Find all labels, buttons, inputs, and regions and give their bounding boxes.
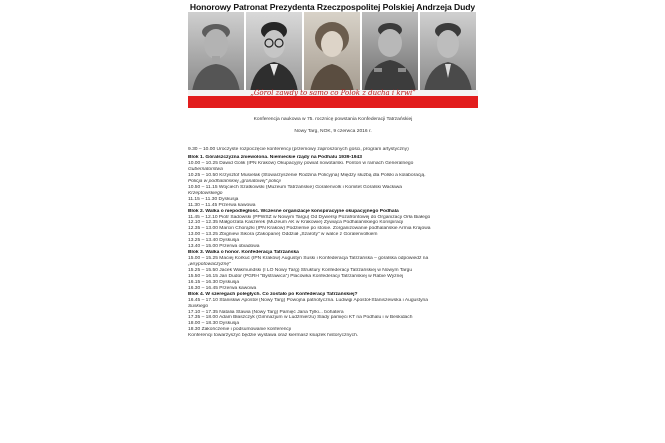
program-list	[188, 144, 478, 339]
program-block-heading: Blok 2. Walka o niepodległość. Wczesne organizacje konspiracyjne okupacyjnego Podhala	[188, 208, 399, 214]
program-line: 16.15 – 16.30 Dyskusja	[188, 279, 240, 285]
program-line: 12.35 – 13.00 Marcin Chorązki (IPN Kraków) Podziemie po stosie. Zorganizowanie podhalańskie Armia Krajowa	[188, 226, 431, 232]
program-line: 11.30 – 11.45 Przerwa kawowa	[188, 202, 256, 208]
patron-heading: Honorowy Patronat Prezydenta Rzeczpospolitej Polskiej Andrzeja Dudy	[189, 2, 476, 12]
portrait-strip	[188, 12, 478, 92]
portrait-photo-1	[188, 12, 244, 92]
program-line: 15.00 – 15.25 Maciej Korkuć (IPN Kraków) Augustyn Suski i Konfederacja Tatrzańska – góralska odpowiedź na	[188, 256, 429, 262]
program-block-heading: Blok 1. Góralszczyzna zniewolona. Niemieckie rządy na Podhalu 1939-1943	[188, 155, 362, 161]
program-line: Suskiego	[188, 303, 209, 309]
program-line: 17.35 – 18.00 Adam Błaszczyk (Gimnazjum w Ludźmierzu) Ślady pamięci KT na Podhalu i w Beskidach	[188, 315, 413, 321]
program-line: 13.40 – 15.00 Przerwa obiadowa	[188, 244, 260, 250]
program-line: Krzeptowskiego	[188, 190, 223, 196]
program-block-heading: Blok 4. W szeregach poległych. Co zostało po Konfederacji Tatrzańskiej?	[188, 291, 358, 297]
program-line: 18.30 Zakończenie i podsumowanie konferencji	[188, 327, 292, 333]
program-line: 13.00 – 13.25 Zbigniew Sikora (Zakopane) Oddział „Szarotý” w walce z Goralenvolkiem	[188, 232, 378, 238]
program-line: „wsypotowaczyznę”	[188, 262, 231, 267]
program-line: Policja w podhalańskiej „granatowej” policji	[188, 178, 281, 184]
program-line: 11.45 – 12.10 Piotr Sadowski (PPWSZ w Nowym Targu) Od Dywersji Pozafrontowej do Organizacji Orła Białego	[188, 214, 431, 220]
motto: „Górol zawdy to samo co Polok z ducha i krwi”	[250, 89, 416, 97]
program-line: 18.00 – 18.30 Dyskusja	[188, 321, 240, 327]
program-line: 11.15 – 11.30 Dyskusja	[188, 196, 239, 202]
program-line: 10.25 – 10.50 Krzysztof Musielak (Stowarzyszenie Rodzina Policyjna) Między służbą dla Polski a kolaboracją.	[188, 172, 426, 178]
program-block-heading: Blok 3. Walka o honor. Konfederacja Tatrzańska	[188, 250, 299, 256]
program-line: 10.50 – 11.15 Wojciech Szatkowski (Muzeum Tatrzańskie) Goralenvolk i Komitet Góralski Wacława	[188, 184, 403, 190]
portrait-photo-3-woman	[304, 12, 360, 92]
program-line: 9.30 – 10.00 Uroczyste rozpoczęcie konferencji (przemowy zaproszonych gości, program artystyczny)	[188, 146, 409, 152]
portrait-photo-5	[420, 12, 476, 92]
portrait-photo-4-uniform	[362, 12, 418, 92]
program-line: Konferencji towarzyszyć będzie wystawa oraz kiermasz książek historycznych.	[188, 333, 359, 339]
program-line: Gubernatorstwa	[188, 167, 223, 172]
program-line: 10.00 – 10.25 Dawid Golik (IPN Kraków) Okupacyjny powiat nowotarski. Ponton w ramach Generalnego	[188, 161, 414, 167]
conference-intro: Konferencja naukowa w 75. rocznicę powstania Konfederacji Tatrzańskiej	[253, 117, 413, 122]
program-line: 16.45 – 17.10 Stanisław Apostoł (Nowy Targ) Powojna patriotyczna. Ludwigi Apostoł-Staniszewska i Augustyna	[188, 297, 428, 303]
portrait-photo-2-glasses	[246, 12, 302, 92]
conference-place-date: Nowy Targ, NOK, 9 czerwca 2016 r.	[294, 129, 372, 134]
program-line: 13.25 – 13.40 Dyskusja	[188, 238, 240, 244]
program-line: 12.10 – 12.35 Małgorzata Kaszerek (Muzeum AK w Krakowie) Żywiąca Podhalańskiego Konspiracji	[188, 220, 404, 226]
program-line: 15.50 – 16.15 Jan Dudor (PGRH “Bystrawica”) Placówka Konfederacji Tatrzańskiej w Rabie Wyżnej	[188, 273, 404, 279]
program-line: 15.25 – 15.50 Jacek Wakmundski (I LO Nowy Targ) Struktury Konfederacji Tatrzańskiej w Nowym Targu	[188, 267, 413, 273]
program-line: 17.10 – 17.35 Natalia Stawia (Nowy Targ) Pamięć Jana Tylki... bohatera	[188, 309, 344, 315]
program-line: 16.30 – 16.45 Przerwa kawowa	[188, 285, 257, 291]
flag-band-red	[188, 96, 478, 108]
